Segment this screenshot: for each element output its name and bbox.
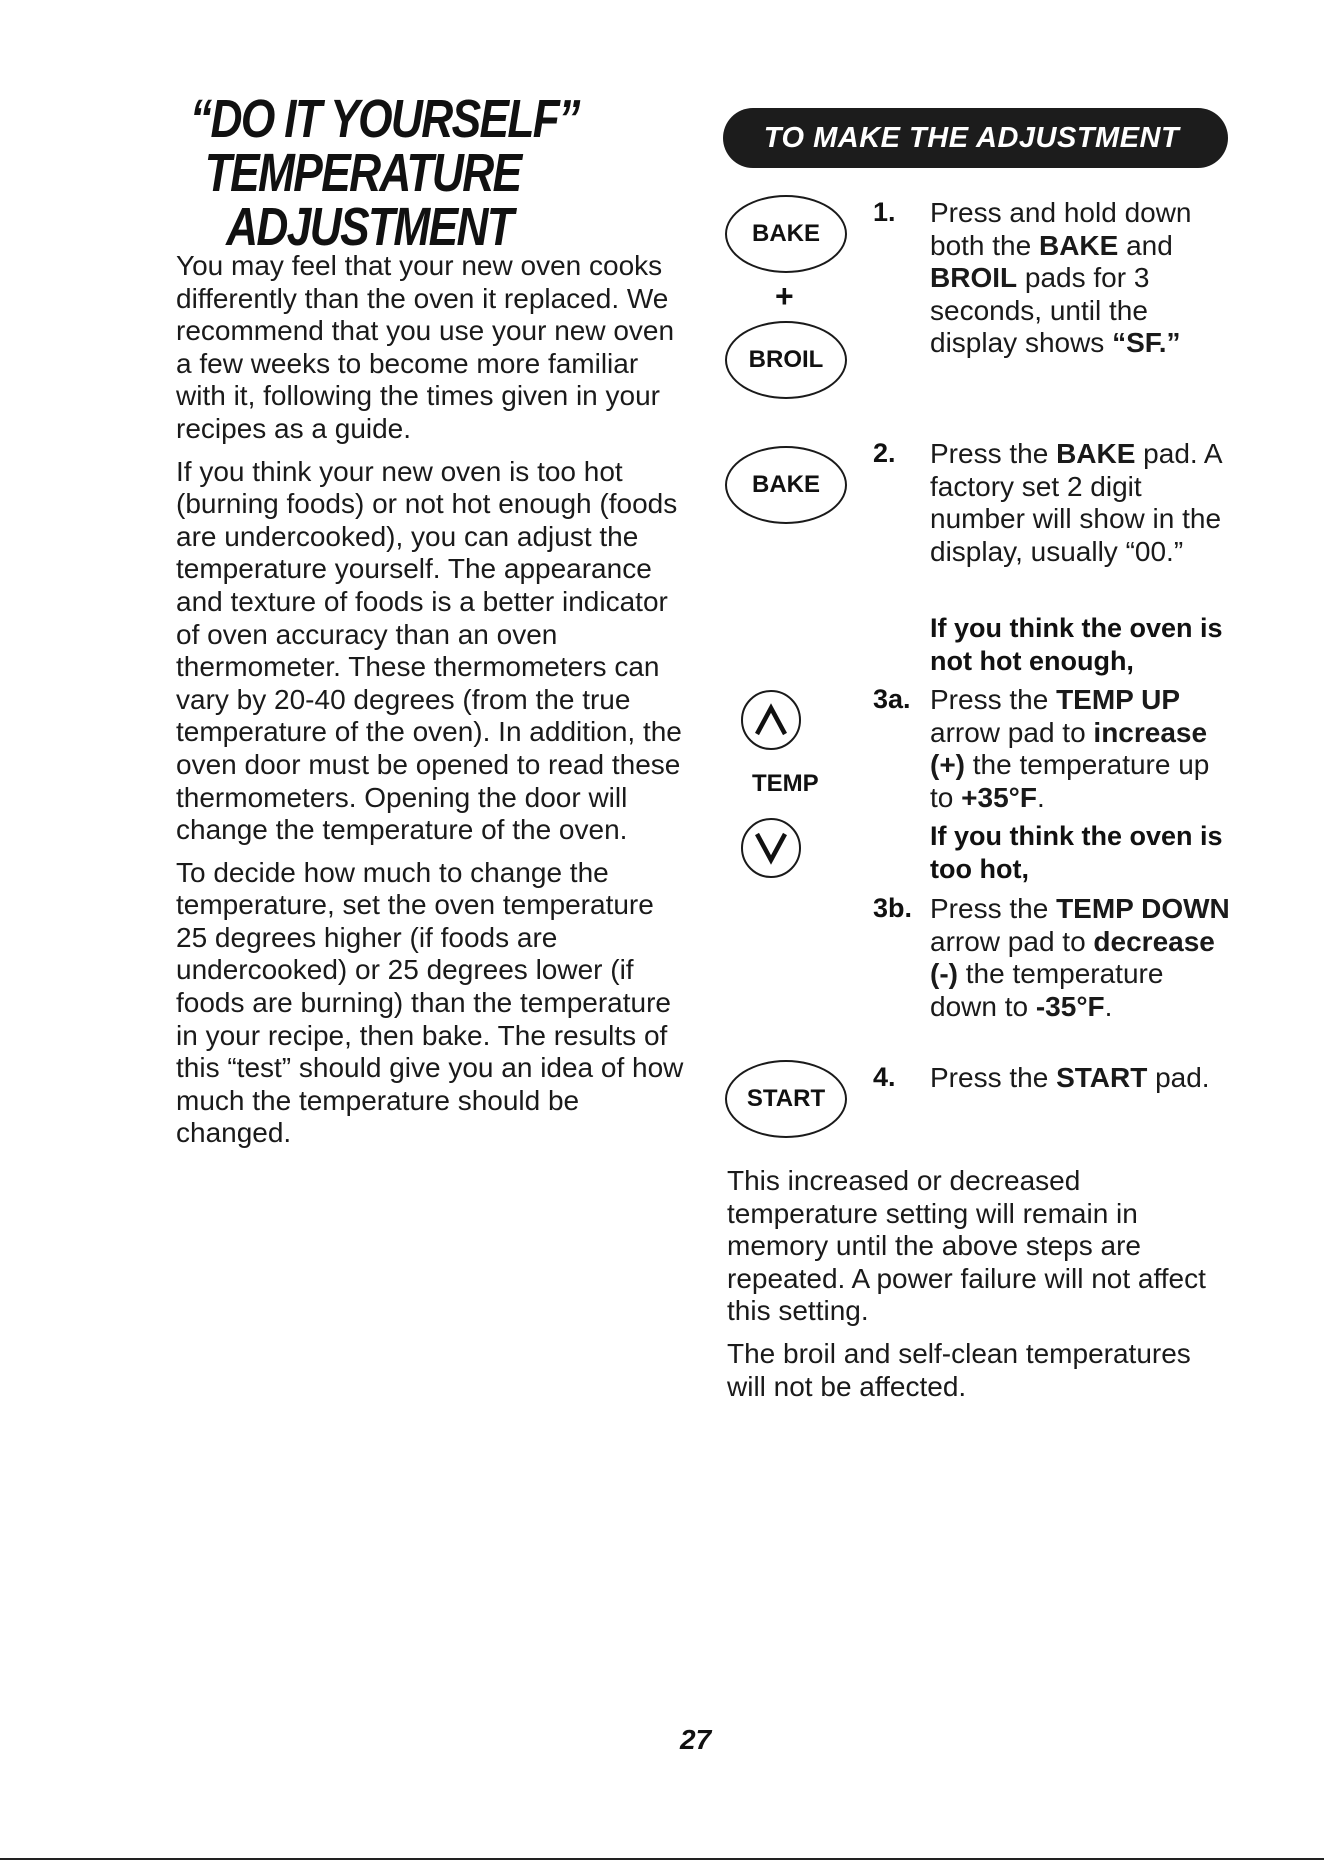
temp-up-arrow-icon xyxy=(741,690,801,750)
step-4-start-bold: START xyxy=(1056,1062,1148,1093)
footer-divider xyxy=(0,1858,1324,1860)
intro-paragraph-3: To decide how much to change the temperature, set the oven temperature 25 degrees higher (if foods are undercooked) or 25 degrees lower (if foods are burning) than the temperature in your recipe, then bake. The results of this “test” should give you an idea of how much the temperature should be changed. xyxy=(176,856,684,1149)
step-3a-text-part: arrow pad to xyxy=(930,716,1094,748)
title-line-3: ADJUSTMENT xyxy=(226,197,513,257)
step-3a-value-bold: +35°F xyxy=(961,781,1037,813)
step-2-text xyxy=(930,438,1230,568)
condition-not-hot-enough: If you think the oven is not hot enough, xyxy=(930,613,1223,676)
closing-paragraph-2: The broil and self-clean temperatures will not be affected. xyxy=(727,1337,1191,1402)
page-title xyxy=(190,89,616,257)
step-3b-decrease-bold: decrease (-) xyxy=(930,925,1215,990)
step-3b-text xyxy=(930,893,1230,1023)
bake-pad-icon: BAKE xyxy=(725,446,847,524)
step-1-sf-bold: “SF.” xyxy=(1112,327,1181,359)
step-3a-number: 3a. xyxy=(873,684,911,714)
step-3b-temp-down-bold: TEMP DOWN xyxy=(1056,893,1230,924)
step-3b-text-part: arrow pad to xyxy=(930,925,1094,957)
broil-pad-icon: BROIL xyxy=(725,321,847,399)
step-3a-text-part: the temperature up to xyxy=(930,749,1210,813)
closing-paragraph-1: This increased or decreased temperature setting will remain in memory until the above steps are repeated. A power failure will not affect this setting. xyxy=(727,1165,1206,1327)
intro-text xyxy=(176,250,686,1160)
step-3b-value-bold: -35°F xyxy=(1035,990,1105,1022)
step-3a-increase-bold: increase (+) xyxy=(930,716,1208,781)
step-3b-text-part: . xyxy=(1104,990,1113,1022)
bake-pad-icon: BAKE xyxy=(725,195,847,273)
intro-paragraph-2: If you think your new oven is too hot (burning foods) or not hot enough (foods are undercooked), you can adjust the temperature yourself. The appearance and texture of foods is a better indicator of oven accuracy than an oven thermometer. These thermometers can vary by 20-40 degrees (from the true temperature of the oven). In addition, the oven door must be opened to read these thermometers. Opening the door will change the temperature of the oven. xyxy=(176,455,682,846)
step-4-text-part: Press the xyxy=(930,1062,1057,1093)
step-2-text-part: Press the xyxy=(930,438,1057,469)
step-1-number: 1. xyxy=(873,197,896,227)
title-line-2: TEMPERATURE xyxy=(204,143,521,203)
step-4-text xyxy=(930,1062,1230,1095)
step-1-text-part: and xyxy=(1118,229,1173,261)
step-1-text-part: Press and hold down both the xyxy=(930,197,1192,261)
title-line-1: “DO IT YOURSELF” xyxy=(190,89,579,149)
step-3b-text-part: the temperature down to xyxy=(930,958,1164,1022)
step-1-broil-bold: BROIL xyxy=(930,262,1018,294)
step-4-text-part: pad. xyxy=(1147,1062,1210,1093)
step-4-number: 4. xyxy=(873,1062,896,1092)
condition-too-hot: If you think the oven is too hot, xyxy=(930,821,1223,884)
step-3a-text-part: . xyxy=(1036,781,1045,813)
step-3b-text-part: Press the xyxy=(930,893,1057,924)
page-number: 27 xyxy=(680,1724,712,1755)
step-1-text-part: pads for 3 seconds, until the display shows xyxy=(930,262,1150,359)
step-2-bake-bold: BAKE xyxy=(1056,438,1136,469)
start-pad-icon: START xyxy=(725,1060,847,1138)
step-1-text xyxy=(930,197,1230,360)
temp-label: TEMP xyxy=(752,770,819,797)
section-banner: TO MAKE THE ADJUSTMENT xyxy=(723,108,1228,168)
step-3a-text-part: Press the xyxy=(930,684,1057,715)
plus-sign: + xyxy=(775,278,794,314)
intro-paragraph-1: You may feel that your new oven cooks differently than the oven it replaced. We recommend that you use your new oven a few weeks to become more familiar with it, following the times given in your recipes as a guide. xyxy=(176,250,675,444)
step-3a-temp-up-bold: TEMP UP xyxy=(1056,684,1181,715)
step-3a-text xyxy=(930,684,1230,814)
closing-text xyxy=(727,1165,1237,1413)
temp-down-arrow-icon xyxy=(741,818,801,878)
step-3b-number: 3b. xyxy=(873,893,913,923)
step-2-number: 2. xyxy=(873,438,896,468)
step-2-text-part: pad. A factory set 2 digit number will show in the display, usually “00.” xyxy=(930,438,1222,567)
step-1-bake-bold: BAKE xyxy=(1038,229,1119,261)
